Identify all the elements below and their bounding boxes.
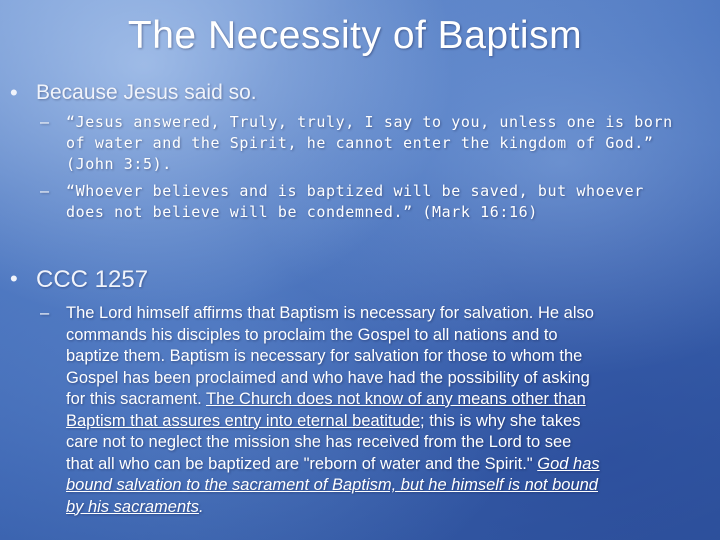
quote-mark-line-2: does not believe will be condemned.” (Mark 16:16) bbox=[66, 203, 538, 221]
ccc-line-8-plain: that all who can be baptized are "reborn of water and the Spirit." bbox=[66, 454, 538, 473]
ccc-line-5-underlined: The Church does not know of any means other than bbox=[206, 390, 586, 408]
quote-john-line-1: “Jesus answered, Truly, truly, I say to you, unless one is born bbox=[66, 113, 673, 131]
ccc-line-7: care not to neglect the mission she has received from the Lord to see bbox=[66, 433, 572, 451]
ccc-line-6-plain: ; this is why she takes bbox=[420, 411, 581, 430]
ccc-paragraph bbox=[66, 303, 600, 518]
slide-title: The Necessity of Baptism bbox=[127, 14, 583, 57]
ccc-line-5 bbox=[66, 389, 600, 411]
ccc-line-2: commands his disciples to proclaim the Gospel to all nations and to bbox=[66, 325, 558, 344]
ccc-line-5-plain: for this sacrament. bbox=[66, 390, 207, 408]
ccc-line-8-italic-underlined: God has bbox=[537, 454, 600, 473]
ccc-line-3: baptize them. Baptism is necessary for salvation for those to whom the bbox=[66, 347, 583, 365]
ccc-line-10-end: . bbox=[198, 497, 204, 516]
bullet-dot-1: • bbox=[10, 80, 18, 105]
ccc-line-6-underlined: Baptism that assures entry into eternal beatitude bbox=[66, 411, 421, 430]
sub-bullet-ccc bbox=[40, 303, 720, 523]
ccc-line-1: The Lord himself affirms that Baptism is necessary for salvation. He also bbox=[66, 304, 594, 322]
ccc-line-10-italic-underlined: by his sacraments bbox=[66, 497, 199, 516]
ccc-line-8 bbox=[66, 454, 600, 476]
quote-john-line-3: (John 3:5). bbox=[66, 155, 172, 173]
quote-mark-line-1: “Whoever believes and is baptized will be saved, but whoever bbox=[66, 182, 644, 200]
ccc-line-9: bound salvation to the sacrament of Baptism, but he himself is not bound bbox=[66, 476, 598, 494]
sub-bullet-john bbox=[40, 112, 720, 178]
dash-1: – bbox=[40, 113, 50, 131]
dash-3: – bbox=[40, 304, 50, 322]
quote-john bbox=[66, 112, 673, 175]
bullet-2-label: CCC 1257 bbox=[36, 266, 149, 293]
quote-john-line-2: of water and the Spirit, he cannot enter the kingdom of God.” bbox=[66, 134, 654, 152]
dash-2: – bbox=[40, 182, 50, 200]
ccc-line-6 bbox=[66, 411, 600, 433]
quote-mark bbox=[66, 181, 644, 223]
sub-bullet-mark bbox=[40, 181, 720, 225]
ccc-line-10 bbox=[66, 497, 600, 519]
ccc-line-4: Gospel has been proclaimed and who have had the possibility of asking bbox=[66, 368, 590, 387]
bullet-dot-2: • bbox=[10, 266, 18, 291]
bullet-1-label: Because Jesus said so. bbox=[36, 81, 257, 104]
